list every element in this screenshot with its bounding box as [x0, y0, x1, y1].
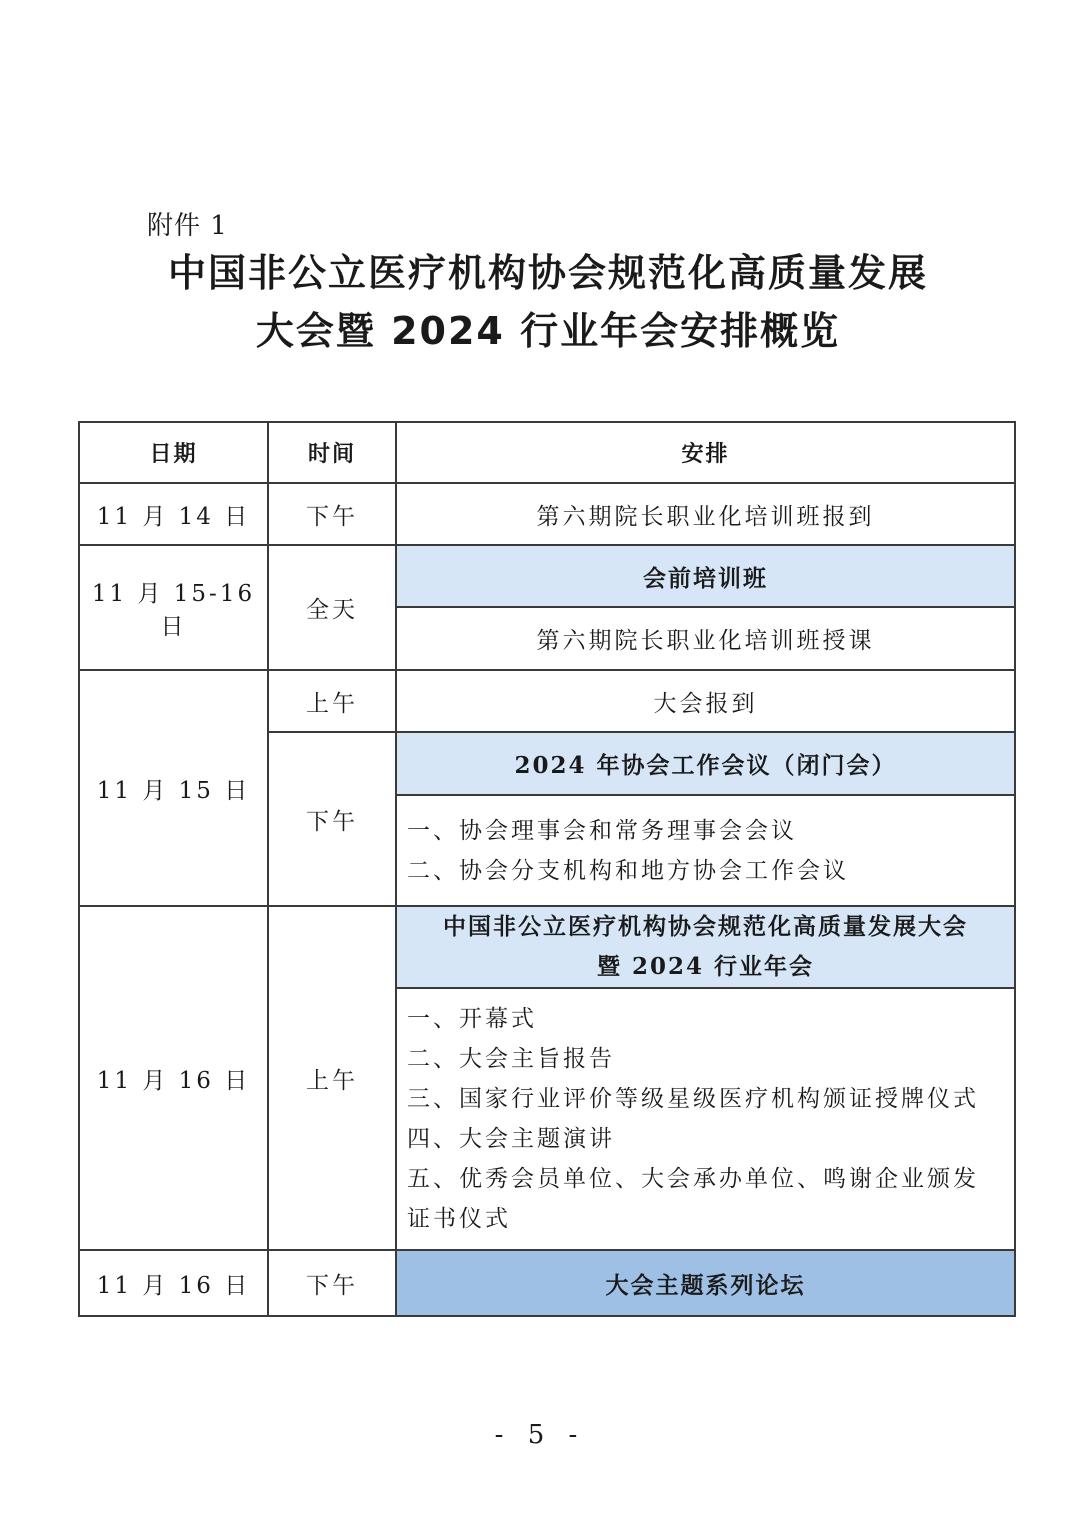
arrangement-heading: 2024 年协会工作会议（闭门会）	[396, 732, 1015, 795]
arrangement-list	[396, 988, 1015, 1250]
arrangement-heading: 大会主题系列论坛	[396, 1250, 1015, 1316]
table-header-row	[79, 422, 1015, 483]
table-row	[79, 670, 1015, 732]
time-cell: 下午	[268, 483, 396, 545]
document-title-line2: 大会暨 2024 行业年会安排概览	[255, 309, 841, 353]
arrangement-cell: 第六期院长职业化培训班授课	[396, 607, 1015, 670]
document-title-line1: 中国非公立医疗机构协会规范化高质量发展	[167, 251, 928, 295]
arrangement-heading: 会前培训班	[396, 545, 1015, 607]
schedule-table	[78, 421, 1016, 1317]
heading-line: 中国非公立医疗机构协会规范化高质量发展大会	[443, 913, 968, 940]
arrangement-list	[396, 795, 1015, 906]
list-item: 五、优秀会员单位、大会承办单位、鸣谢企业颁发证书仪式	[407, 1166, 979, 1232]
table-row	[79, 1250, 1015, 1316]
arrangement-cell: 第六期院长职业化培训班报到	[396, 483, 1015, 545]
time-cell: 全天	[268, 545, 396, 670]
page-number: - 5 -	[494, 1420, 586, 1450]
time-cell: 上午	[268, 670, 396, 732]
heading-line: 暨 2024 行业年会	[596, 953, 815, 980]
header-time: 时间	[268, 422, 396, 483]
list-item: 二、协会分支机构和地方协会工作会议	[407, 857, 849, 884]
date-cell: 11 月 14 日	[79, 483, 268, 545]
list-item: 一、协会理事会和常务理事会会议	[407, 817, 797, 844]
time-cell: 上午	[268, 906, 396, 1250]
arrangement-cell: 大会报到	[396, 670, 1015, 732]
list-item: 二、大会主旨报告	[407, 1046, 615, 1072]
table-row	[79, 906, 1015, 988]
arrangement-heading	[396, 906, 1015, 988]
date-cell: 11 月 15-16 日	[79, 545, 268, 670]
header-arrangement: 安排	[396, 422, 1015, 483]
date-cell: 11 月 16 日	[79, 1250, 268, 1316]
header-date: 日期	[79, 422, 268, 483]
list-item: 四、大会主题演讲	[407, 1126, 615, 1152]
attachment-label: 附件 1	[147, 211, 228, 241]
date-cell: 11 月 15 日	[79, 670, 268, 906]
time-cell: 下午	[268, 732, 396, 906]
time-cell: 下午	[268, 1250, 396, 1316]
table-row	[79, 545, 1015, 607]
table-row	[79, 483, 1015, 545]
list-item: 三、国家行业评价等级星级医疗机构颁证授牌仪式	[407, 1086, 979, 1112]
list-item: 一、开幕式	[407, 1006, 537, 1032]
date-cell: 11 月 16 日	[79, 906, 268, 1250]
